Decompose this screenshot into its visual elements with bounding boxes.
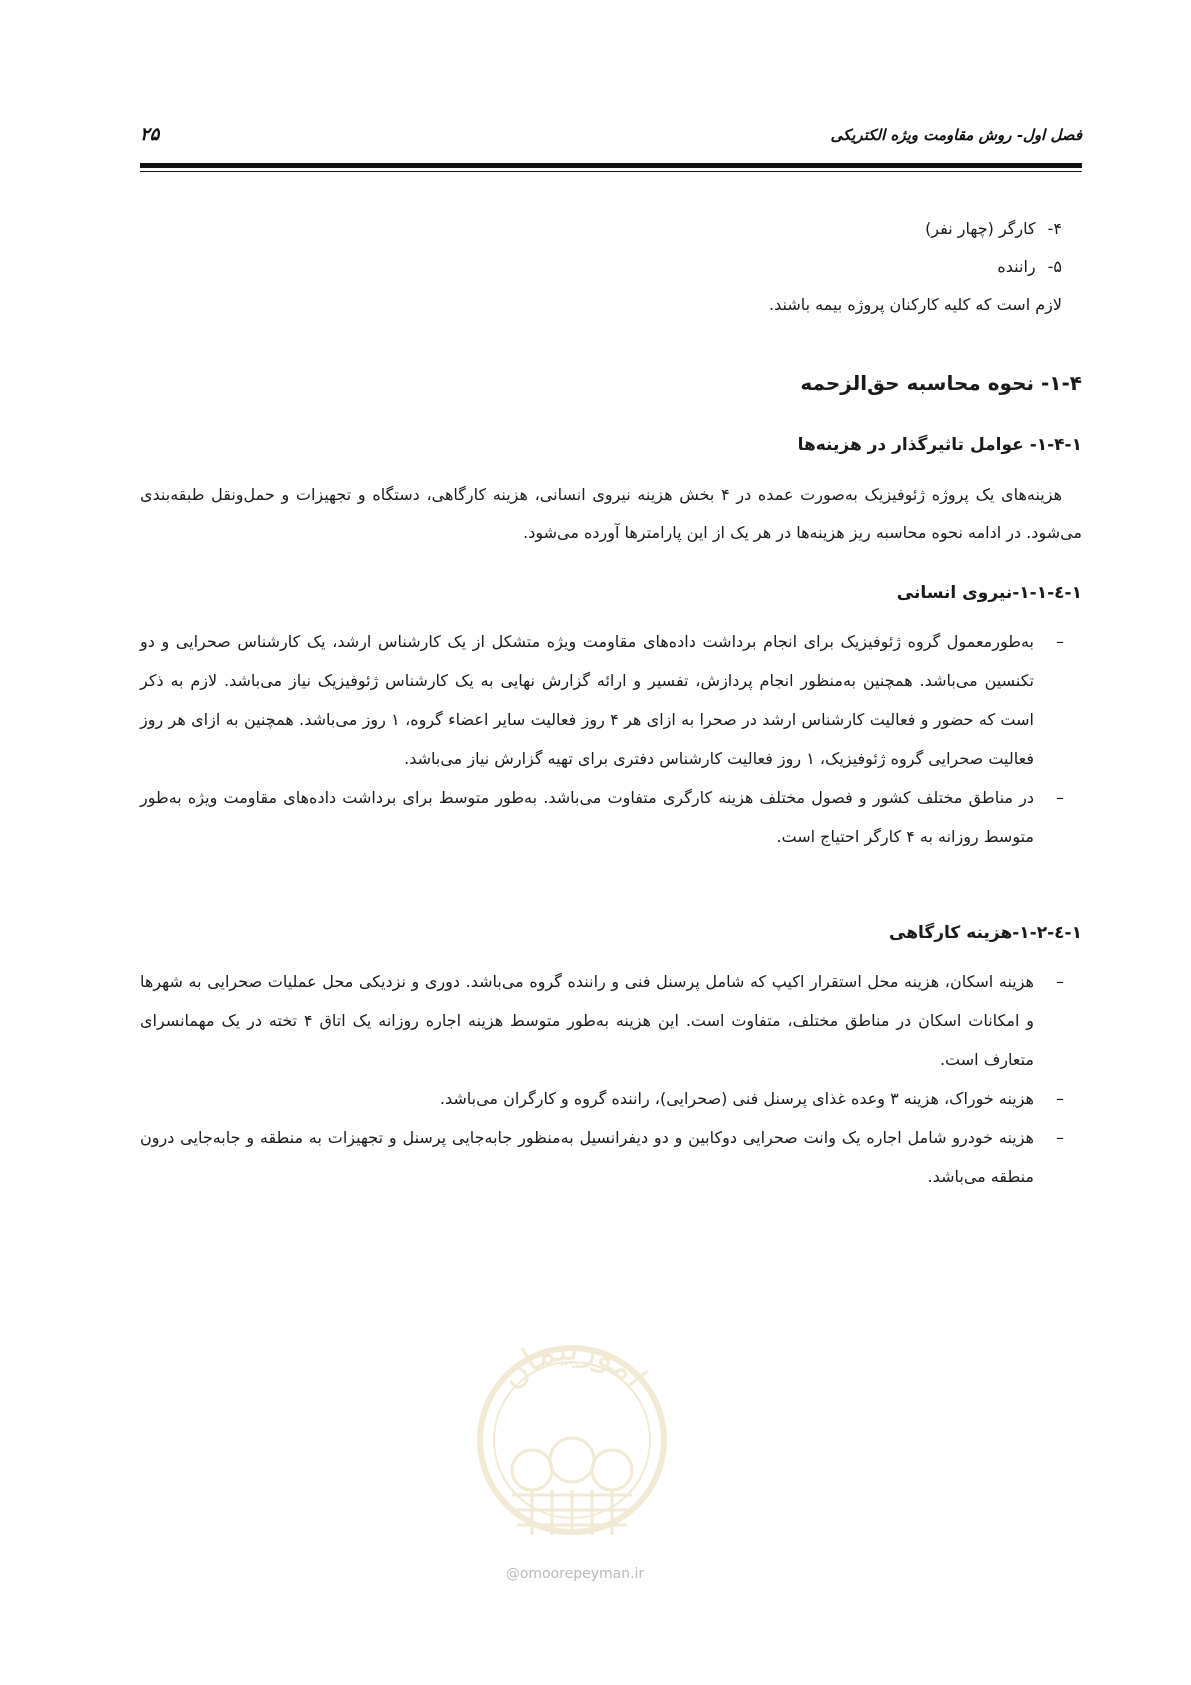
section-heading-1-4-1-1: ۱-٤-۱-۱-نیروی انسانی <box>896 583 1082 603</box>
page-content <box>140 210 1082 1196</box>
page-number: ۲۵ <box>140 124 160 145</box>
svg-text:امورپیمان <box>491 1329 655 1396</box>
watermark-arc-text: امورپیمان <box>491 1328 655 1397</box>
site-cost-bullet-list <box>140 962 1082 1196</box>
chapter-title: فصل اول- روش مقاومت ویژه الکتریکی <box>830 126 1082 144</box>
page-header <box>140 122 1082 152</box>
bullet-dash: – <box>1056 972 1064 991</box>
list-item-text: هزینه اسکان، هزینه محل استقرار اکیپ که شامل پرسنل فنی و راننده گروه می‌باشد. دوری و نزدیکی محل عملیات صحرایی به شهرها و امکانات اسکان در مناطق مختلف، متفاوت است. این هزینه به‌طور متوسط هزینه اجاره روزانه یک اتاق ۴ تخته در یک مهمانسرای متعارف است. <box>140 972 1035 1069</box>
staff-item-number: ۵- <box>1047 257 1062 276</box>
staff-item-4 <box>140 210 1082 248</box>
list-item <box>140 962 1082 1079</box>
staff-item-5 <box>140 248 1082 286</box>
staff-item-number: ۴- <box>1047 219 1062 238</box>
list-item-text: در مناطق مختلف کشور و فصول مختلف هزینه کارگری متفاوت می‌باشد. به‌طور متوسط برای برداشت داده‌های مقاومت ویژه به‌طور متوسط روزانه به ۴ کارگر احتیاج است. <box>140 788 1034 846</box>
watermark-site-text: @omoorepeyman.ir <box>505 1566 645 1582</box>
list-item-text: به‌طورمعمول گروه ژئوفیزیک برای انجام برداشت داده‌های مقاومت ویژه متشکل از یک کارشناس ارشد، یک کارشناس صحرایی و دو تکنسین می‌باشد. همچنین به‌منظور انجام پردازش، تفسیر و ارائه گزارش نهایی به یک کارشناس ژئوفیزیک نیاز می‌باشد. لازم به ذکر است که حضور و فعالیت کارشناس ارشد در صحرا به ازای هر ۴ روز فعالیت سایر اعضاء گروه، ۱ روز می‌باشد. همچنین به ازای هر روز فعالیت صحرایی گروه ژئوفیزیک، ۱ روز فعالیت کارشناس دفتری برای تهیه گزارش نیاز می‌باشد. <box>140 632 1034 768</box>
section-heading-1-4: ۱-۴- نحوه محاسبه حق‌الزحمه <box>800 371 1082 395</box>
list-item-text: هزینه خوراک، هزینه ۳ وعده غذای پرسنل فنی (صحرایی)، راننده گروه و کارگران می‌باشد. <box>439 1089 1034 1108</box>
bullet-dash: – <box>1056 1089 1064 1108</box>
list-item-text: هزینه خودرو شامل اجاره یک وانت صحرایی دوکابین و دو دیفرانسیل به‌منظور جابه‌جایی پرسنل و تجهیزات به منطقه و جابه‌جایی درون منطقه می‌باشد. <box>140 1128 1034 1186</box>
header-rule-thick <box>140 163 1082 168</box>
section-heading-1-4-1-2: ۱-٤-۱-۲-هزینه کارگاهی <box>889 923 1082 943</box>
list-item <box>140 1118 1082 1196</box>
bullet-dash: – <box>1056 1128 1064 1147</box>
insurance-note: لازم است که کلیه کارکنان پروژه بیمه باشند. <box>769 295 1062 314</box>
section-heading-1-4-1: ۱-۴-۱- عوامل تاثیرگذار در هزینه‌ها <box>797 435 1082 455</box>
bullet-dash: – <box>1056 788 1064 807</box>
bullet-dash: – <box>1056 632 1064 651</box>
list-item <box>140 622 1082 778</box>
staff-item-label: کارگر (چهار نفر) <box>925 219 1036 238</box>
header-rule-thin <box>140 171 1082 172</box>
staff-item-label: راننده <box>997 257 1036 276</box>
cost-factors-paragraph: هزینه‌های یک پروژه ژئوفیزیک به‌صورت عمده در ۴ بخش هزینه نیروی انسانی، هزینه کارگاهی، دستگاه و تجهیزات و حمل‌ونقل طبقه‌بندی می‌شود. در ادامه نحوه محاسبه ریز هزینه‌ها در هر یک از این پارامترها آورده می‌شود. <box>140 485 1082 542</box>
list-item <box>140 1079 1082 1118</box>
watermark-logo-icon <box>472 1320 672 1590</box>
list-item <box>140 778 1082 856</box>
manpower-bullet-list <box>140 622 1082 856</box>
